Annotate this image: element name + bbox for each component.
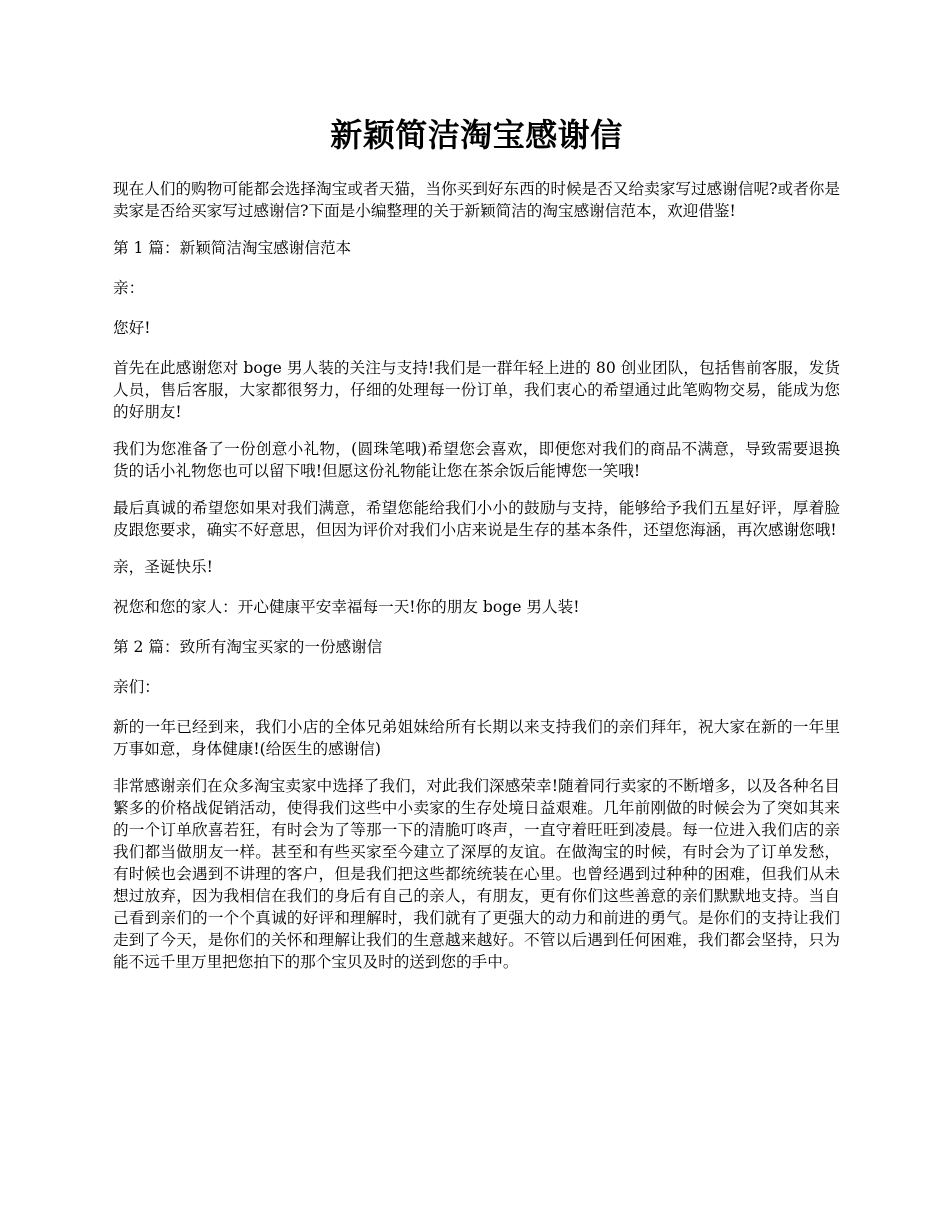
document-title: 新颖简洁淘宝感谢信 bbox=[330, 116, 623, 154]
holiday-greeting: 亲，圣诞快乐! bbox=[113, 558, 213, 576]
body-paragraph: 最后真诚的希望您如果对我们满意，希望您能给我们小小的鼓励与支持，能够给予我们五星好评，厚着脸皮跟您要求，确实不好意思，但因为评价对我们小店来说是生存的基本条件，还望您海涵，再次感谢您哦! bbox=[113, 499, 840, 539]
closing-wish: 祝您和您的家人：开心健康平安幸福每一天!你的朋友 boge 男人装! bbox=[113, 598, 580, 616]
body-paragraph: 我们为您准备了一份创意小礼物，(圆珠笔哦)希望您会喜欢，即便您对我们的商品不满意，导致需要退换货的话小礼物您也可以留下哦!但愿这份礼物能让您在茶余饭后能博您一笑哦! bbox=[113, 440, 840, 480]
section-heading-2: 第 2 篇：致所有淘宝买家的一份感谢信 bbox=[113, 638, 383, 656]
body-paragraph: 新的一年已经到来，我们小店的全体兄弟姐妹给所有长期以来支持我们的亲们拜年，祝大家在新的一年里万事如意，身体健康!(给医生的感谢信) bbox=[113, 718, 840, 758]
body-paragraph: 非常感谢亲们在众多淘宝卖家中选择了我们，对此我们深感荣幸!随着同行卖家的不断增多，以及各种名目繁多的价格战促销活动，使得我们这些中小卖家的生存处境日益艰难。几年前刚做的时候会为了突如其来的一个订单欣喜若狂，有时会为了等那一下的清脆叮咚声，一直守着旺旺到凌晨。每一位进入我们店的亲我们都当做朋友一样。甚至和有些买家至今建立了深厚的友谊。在做淘宝的时候，有时会为了订单发愁，有时候也会遇到不讲理的客户，但是我们把这些都统统装在心里。也曾经遇到过种种的困难，但我们从未想过放弃，因为我相信在我们的身后有自己的亲人，有朋友，更有你们这些善意的亲们默默地支持。当自己看到亲们的一个个真诚的好评和理解时，我们就有了更强大的动力和前进的勇气。是你们的支持让我们走到了今天，是你们的关怀和理解让我们的生意越来越好。不管以后遇到任何困难，我们都会坚持，只为能不远千里万里把您拍下的那个宝贝及时的送到您的手中。 bbox=[113, 777, 840, 971]
salutation: 亲： bbox=[113, 279, 145, 297]
greeting: 您好! bbox=[113, 319, 151, 337]
intro-paragraph: 现在人们的购物可能都会选择淘宝或者天猫，当你买到好东西的时候是否又给卖家写过感谢信呢?或者你是卖家是否给买家写过感谢信?下面是小编整理的关于新颖简洁的淘宝感谢信范本，欢迎借鉴! bbox=[113, 180, 840, 220]
salutation-2: 亲们： bbox=[113, 678, 160, 696]
document-page bbox=[113, 110, 840, 988]
section-heading-1: 第 1 篇：新颖简洁淘宝感谢信范本 bbox=[113, 239, 352, 257]
body-paragraph: 首先在此感谢您对 boge 男人装的关注与支持!我们是一群年轻上进的 80 创业团队，包括售前客服，发货人员，售后客服，大家都很努力，仔细的处理每一份订单，我们衷心的希望通过此笔购物交易，能成为您的好朋友! bbox=[113, 359, 840, 421]
